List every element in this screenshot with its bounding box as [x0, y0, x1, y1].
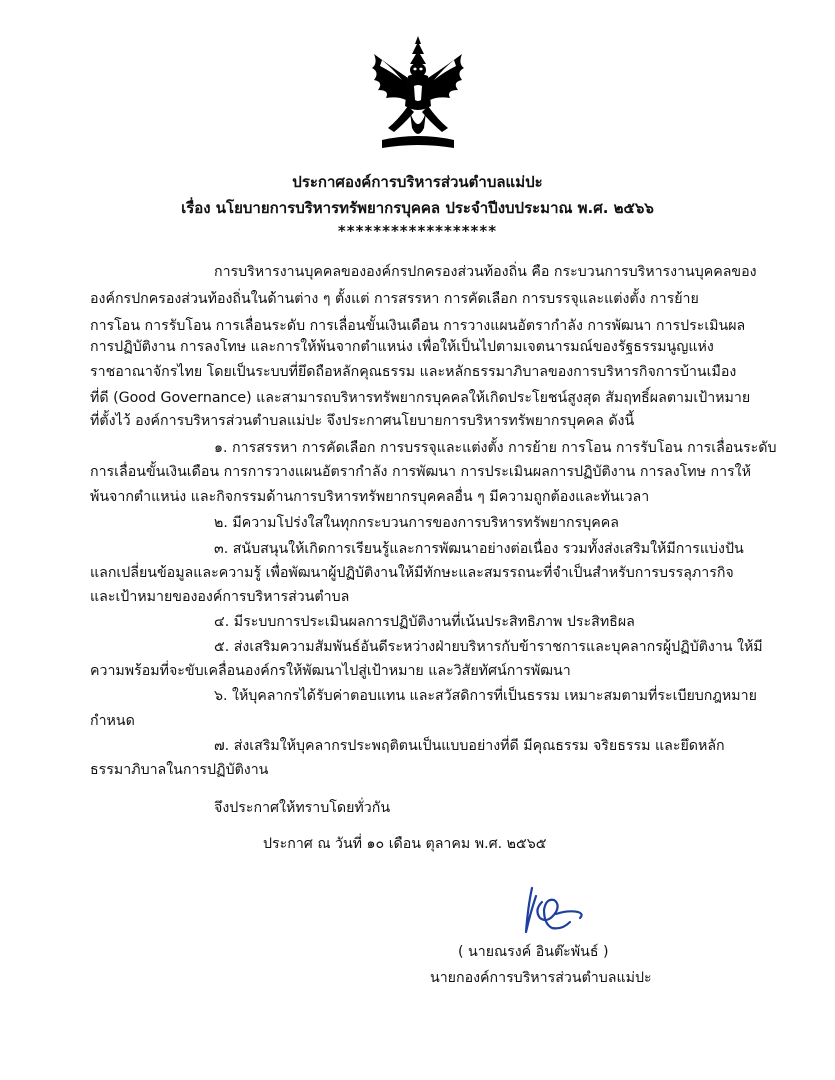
intro-line: ที่ตั้งไว้ องค์การบริหารส่วนตำบลแม่ปะ จึงประกาศนโยบายการบริหารทรัพยากรบุคคล ดังนี้ — [90, 413, 635, 429]
intro-line: ราชอาณาจักรไทย โดยเป็นระบบที่ยึดถือหลักคุณธรรม และหลักธรรมาภิบาลของการบริหารกิจการบ้านเมือง — [90, 364, 737, 380]
intro-line: องค์กรปกครองส่วนท้องถิ่นในด้านต่าง ๆ ตั้งแต่ การสรรหา การคัดเลือก การบรรจุและแต่งตั้ง การย้าย — [90, 291, 699, 307]
intro-line: การบริหารงานบุคคลขององค์กรปกครองส่วนท้องถิ่น คือ กระบวนการบริหารงานบุคคลของ — [214, 264, 757, 280]
intro-line: การปฏิบัติงาน การลงโทษ และการให้พ้นจากตำแหน่ง เพื่อให้เป็นไปตามเจตนารมณ์ของรัฐธรรมนูญแห่ง — [90, 339, 714, 355]
policy-item-6: ๖. ให้บุคลากรได้รับค่าตอบแทน และสวัสดิการที่เป็นธรรม เหมาะสมตามที่ระเบียบกฎหมาย — [214, 688, 757, 704]
announcement-title: ประกาศองค์การบริหารส่วนตำบลแม่ปะ — [292, 173, 543, 191]
handwritten-signature-icon — [520, 884, 590, 942]
signer-position: นายกองค์การบริหารส่วนตำบลแม่ปะ — [430, 970, 652, 986]
intro-line: ที่ดี (Good Governance) และสามารถบริหารทรัพยากรบุคคลให้เกิดประโยชน์สูงสุด สัมฤทธิ์ผลตามเป้าหมาย — [90, 390, 751, 406]
intro-line: การโอน การรับโอน การเลื่อนระดับ การเลื่อนขั้นเงินเดือน การวางแผนอัตรากำลัง การพัฒนา การประเมินผล — [90, 318, 746, 334]
garuda-emblem-icon — [368, 36, 468, 152]
header-separator: ****************** — [337, 222, 498, 240]
policy-item-2: ๒. มีความโปร่งใสในทุกกระบวนการของการบริหารทรัพยากรบุคคล — [214, 515, 619, 531]
policy-item-3: ๓. สนับสนุนให้เกิดการเรียนรู้และการพัฒนาอย่างต่อเนื่อง รวมทั้งส่งเสริมให้มีการแบ่งปัน — [214, 541, 744, 557]
announcement-date: ประกาศ ณ วันที่ ๑๐ เดือน ตุลาคม พ.ศ. ๒๕๖๕ — [263, 836, 547, 852]
policy-item-3-cont: และเป้าหมายขององค์การบริหารส่วนตำบล — [90, 589, 350, 605]
policy-item-6-cont: กำหนด — [90, 713, 135, 729]
signer-name: ( นายณรงค์ อินต๊ะพันธ์ ) — [458, 944, 609, 960]
closing-statement: จึงประกาศให้ทราบโดยทั่วกัน — [214, 800, 391, 816]
policy-item-7-cont: ธรรมาภิบาลในการปฏิบัติงาน — [90, 762, 269, 778]
policy-item-5-cont: ความพร้อมที่จะขับเคลื่อนองค์กรให้พัฒนาไปสู่เป้าหมาย และวิสัยทัศน์การพัฒนา — [90, 663, 571, 679]
policy-item-5: ๕. ส่งเสริมความสัมพันธ์อันดีระหว่างฝ่ายบริหารกับข้าราชการและบุคลากรผู้ปฏิบัติงาน ให้มี — [214, 639, 763, 655]
policy-item-3-cont: แลกเปลี่ยนข้อมูลและความรู้ เพื่อพัฒนาผู้ปฏิบัติงานให้มีทักษะและสมรรถนะที่จำเป็นสำหรับการบรรลุภารกิจ — [90, 565, 734, 581]
announcement-subject: เรื่อง นโยบายการบริหารทรัพยากรบุคคล ประจำปีงบประมาณ พ.ศ. ๒๕๖๖ — [181, 199, 654, 217]
policy-item-1: ๑. การสรรหา การคัดเลือก การบรรจุและแต่งตั้ง การย้าย การโอน การรับโอน การเลื่อนระดับ — [214, 440, 777, 456]
policy-item-7: ๗. ส่งเสริมให้บุคลากรประพฤติตนเป็นแบบอย่างที่ดี มีคุณธรรม จริยธรรม และยึดหลัก — [214, 738, 725, 754]
policy-item-4: ๔. มีระบบการประเมินผลการปฏิบัติงานที่เน้นประสิทธิภาพ ประสิทธิผล — [214, 614, 635, 630]
policy-item-1-cont: การเลื่อนขั้นเงินเดือน การการวางแผนอัตรากำลัง การพัฒนา การประเมินผลการปฏิบัติงาน การลงโทษ การให้ — [90, 464, 751, 480]
policy-item-1-cont: พ้นจากตำแหน่ง และกิจกรรมด้านการบริหารทรัพยากรบุคคลอื่น ๆ มีความถูกต้องและทันเวลา — [90, 489, 650, 505]
